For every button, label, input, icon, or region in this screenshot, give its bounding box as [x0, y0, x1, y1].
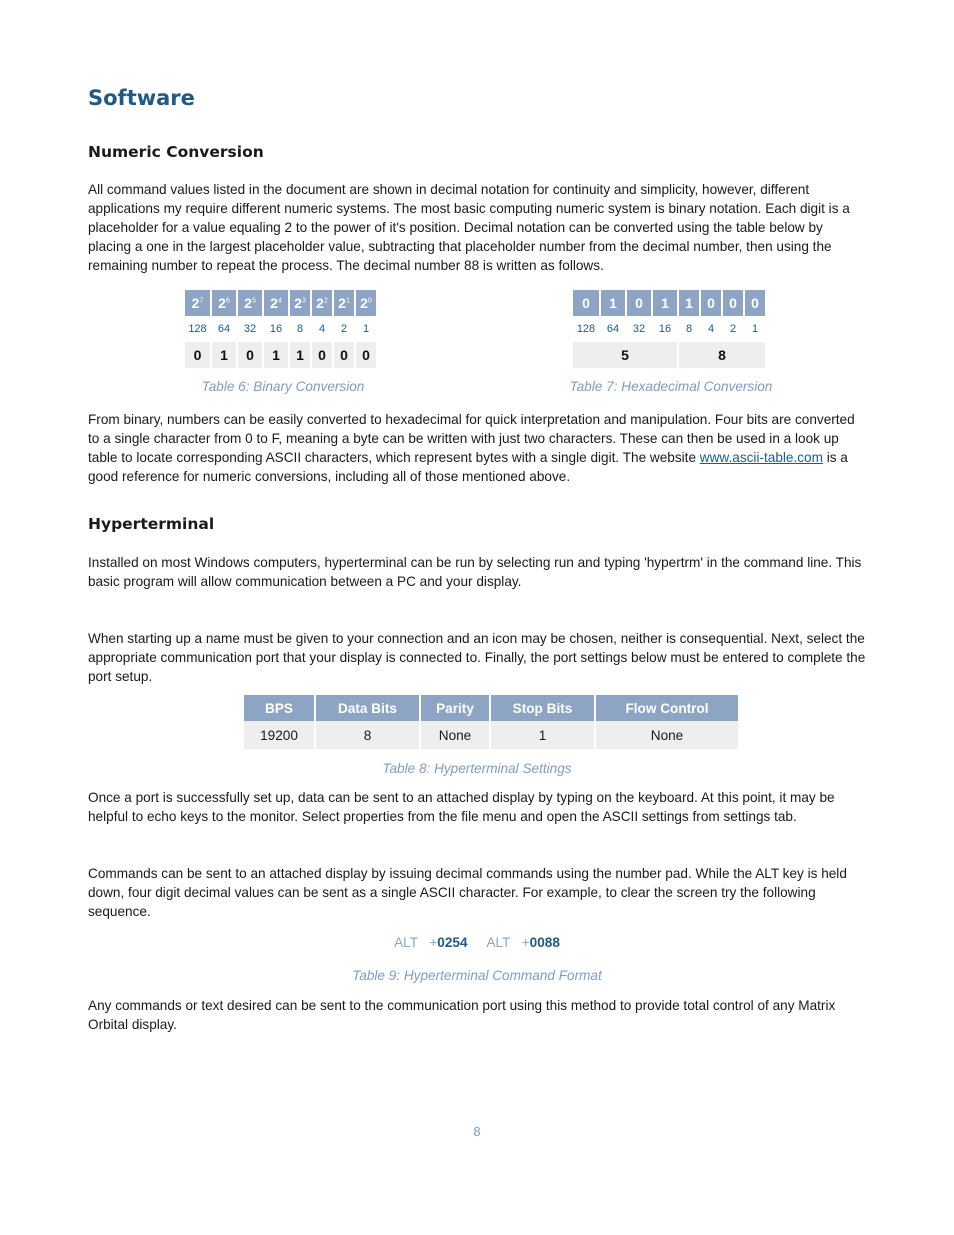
place-value: 64	[217, 323, 231, 335]
power-cell: $2^5$	[238, 290, 262, 316]
settings-value: 19200	[244, 721, 314, 749]
bit-cell: 0	[356, 342, 376, 368]
binary-paragraph-text-after: is a good reference for numeric conversions, including all of those mentioned above.	[88, 450, 848, 484]
place-value: 8	[296, 323, 304, 335]
numeric-conversion-paragraph: All command values listed in the document are shown in decimal notation for continuity and simplicity, however, different applications my require different numeric systems. The most basic computing numeric system is binary notation. Each digit is a placeholder for a value equaling 2 to the power of it's position. Decimal notation can be converted using the table below by placing a one in the largest placeholder value, subtracting that placeholder number from the decimal number, then using the remaining number to repeat the process. The decimal number 88 is written as follows.	[88, 182, 850, 273]
hex-bit-cell: 0	[745, 290, 765, 316]
hyperterminal-heading: Hyperterminal	[88, 515, 215, 533]
power-cell: $2^3$	[290, 290, 310, 316]
place-value: 2	[340, 323, 348, 335]
settings-header: BPS	[244, 695, 314, 721]
hyperterminal-paragraph-3: Once a port is successfully set up, data can be sent to an attached display by typing on the keyboard. At this point, it may be helpful to echo keys to the monitor. Select properties from the file menu and open the ASCII settings from settings tab.	[88, 790, 835, 824]
settings-header-row	[244, 695, 738, 721]
hex-table-caption: Table 7: Hexadecimal Conversion	[569, 379, 773, 394]
binary-conversion-table	[183, 290, 378, 368]
command-code: 0254	[437, 935, 468, 950]
alt-key-label: ALT	[486, 935, 511, 950]
settings-header: Stop Bits	[491, 695, 594, 721]
binary-paragraph	[88, 410, 868, 486]
hex-value-row	[573, 316, 765, 342]
place-value: 2	[729, 323, 737, 335]
place-value: 64	[606, 323, 620, 335]
bit-cell: 0	[238, 342, 262, 368]
hyperterminal-settings-table	[242, 695, 740, 749]
settings-header: Data Bits	[316, 695, 419, 721]
command-code: 0088	[529, 935, 560, 950]
bit-cell: 1	[264, 342, 288, 368]
hyperterminal-paragraph-1: Installed on most Windows computers, hyperterminal can be run by selecting run and typing 'hypertrm' in the command line. This basic program will allow communication between a PC and your display.	[88, 555, 862, 589]
settings-value: None	[596, 721, 738, 749]
hex-bit-cell: 0	[723, 290, 743, 316]
settings-header: Flow Control	[596, 695, 738, 721]
hex-bit-cell: 0	[573, 290, 599, 316]
settings-value-row	[244, 721, 738, 749]
numeric-conversion-heading: Numeric Conversion	[88, 143, 264, 161]
page-number: 8	[473, 1124, 481, 1139]
bit-cell: 0	[312, 342, 332, 368]
hex-bit-cell: 1	[601, 290, 625, 316]
hex-bit-header-row	[573, 290, 765, 316]
hyperterminal-paragraph-4: Commands can be sent to an attached display by issuing decimal commands using the number pad. While the ALT key is held down, four digit decimal values can be sent as a single ASCII character. For example, to clear the screen try the following sequence.	[88, 866, 847, 919]
place-value: 32	[632, 323, 646, 335]
plus-sign: +	[429, 935, 438, 950]
command-format	[0, 935, 954, 950]
binary-table-caption: Table 6: Binary Conversion	[201, 379, 365, 394]
binary-paragraph-text: From binary, numbers can be easily converted to hexadecimal for quick interpretation and manipulation. Four bits are converted to a single character from 0 to F, meaning a byte can be written with just two characters. These can then be used in a look up table to locate corresponding ASCII characters, which represent bytes with a single digit. The website	[88, 412, 855, 465]
place-value: 16	[269, 323, 283, 335]
place-value: 4	[318, 323, 326, 335]
hex-digit-low: 8	[679, 342, 765, 368]
place-value: 8	[685, 323, 693, 335]
place-value: 32	[243, 323, 257, 335]
page-title: Software	[88, 86, 195, 110]
hex-bit-cell: 1	[653, 290, 677, 316]
place-value: 1	[362, 323, 370, 335]
settings-value: 1	[491, 721, 594, 749]
hex-bit-cell: 0	[627, 290, 651, 316]
hex-bit-cell: 0	[701, 290, 721, 316]
hex-bit-cell: 1	[679, 290, 699, 316]
place-value: 16	[658, 323, 672, 335]
plus-sign: +	[521, 935, 530, 950]
ascii-table-link[interactable]: www.ascii-table.com	[699, 450, 823, 465]
settings-value: 8	[316, 721, 419, 749]
binary-bit-row	[185, 342, 376, 368]
hex-digit-high: 5	[573, 342, 677, 368]
hyperterminal-paragraph-2: When starting up a name must be given to your connection and an icon may be chosen, neither is consequential. Next, select the appropriate communication port that your display is connected to. Finally, the port settings below must be entered to complete the port setup.	[88, 631, 866, 684]
command-format-caption: Table 9: Hyperterminal Command Format	[352, 968, 602, 983]
hyperterminal-paragraph-5: Any commands or text desired can be sent to the communication port using this method to provide total control of any Matrix Orbital display.	[88, 998, 836, 1032]
bit-cell: 0	[185, 342, 210, 368]
power-cell: $2^2$	[312, 290, 332, 316]
place-value: 4	[707, 323, 715, 335]
settings-table-caption: Table 8: Hyperterminal Settings	[382, 761, 572, 776]
power-cell: $2^4$	[264, 290, 288, 316]
settings-value: None	[421, 721, 489, 749]
binary-value-row	[185, 316, 376, 342]
place-value: 128	[188, 323, 207, 335]
power-cell: $2^6$	[212, 290, 236, 316]
binary-header-row	[185, 290, 376, 316]
bit-cell: 0	[334, 342, 354, 368]
power-cell: $2^1$	[334, 290, 354, 316]
hex-digit-row	[573, 342, 765, 368]
bit-cell: 1	[290, 342, 310, 368]
power-cell: $2^0$	[356, 290, 376, 316]
bit-cell: 1	[212, 342, 236, 368]
alt-key-label: ALT	[394, 935, 418, 950]
hex-conversion-table	[571, 290, 767, 368]
settings-header: Parity	[421, 695, 489, 721]
place-value: 128	[576, 323, 596, 335]
place-value: 1	[751, 323, 759, 335]
power-cell: $2^7$	[185, 290, 210, 316]
